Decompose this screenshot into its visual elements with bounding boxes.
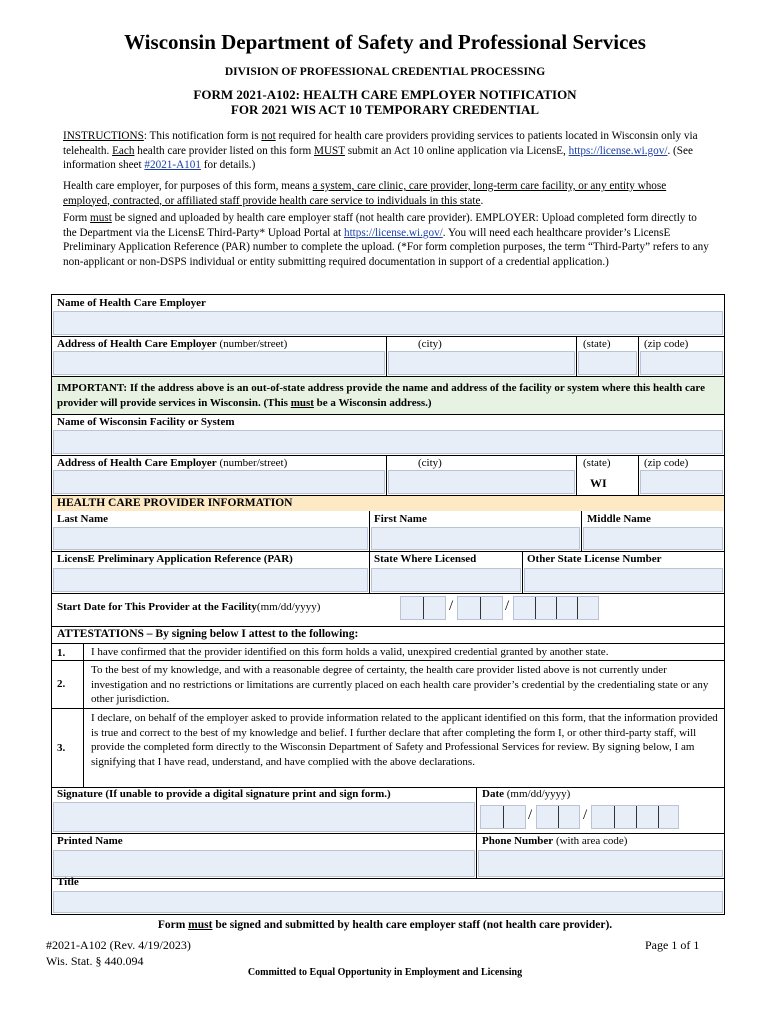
title-label: Title — [57, 876, 79, 888]
facility-city-label: (city) — [418, 457, 442, 469]
employer-zip-label: (zip code) — [644, 338, 689, 350]
facility-name-input[interactable] — [53, 430, 723, 454]
form-title-line2: FOR 2021 WIS ACT 10 TEMPORARY CREDENTIAL — [230, 102, 540, 117]
date-separator: / — [449, 598, 454, 614]
instructions-paragraph: INSTRUCTIONS: This notification form is not required for health care providers providing services to patients located in Wisconsin only via telehealth. Each health care provider listed on this form MUST submit an Act 10 online application via LicensE, https://license.wi.gov/. (See information sheet #2021-A101 for details.) — [63, 130, 698, 171]
middle-name-label: Middle Name — [587, 513, 651, 525]
phone-input[interactable] — [478, 850, 723, 877]
last-name-input[interactable] — [53, 527, 368, 550]
employer-zip-input[interactable] — [640, 351, 723, 375]
other-license-label: Other State License Number — [527, 553, 662, 565]
printed-name-input[interactable] — [53, 850, 475, 877]
first-name-label: First Name — [374, 513, 427, 525]
important-notice: IMPORTANT: If the address above is an out-of-state address provide the name and address of the facility or system where this health care provider will provide services in Wisconsin. (This must be a Wisconsin address.) — [57, 382, 705, 409]
form-title-line1: FORM 2021-A102: HEALTH CARE EMPLOYER NOTIFICATION — [193, 87, 577, 102]
employer-state-input[interactable] — [578, 351, 637, 375]
footer-signing-note: Form must be signed and submitted by health care employer staff (not health care provider). — [157, 919, 613, 931]
signature-input[interactable] — [53, 802, 475, 832]
middle-name-input[interactable] — [583, 527, 723, 550]
division-heading: DIVISION OF PROFESSIONAL CREDENTIAL PROCESSING — [224, 66, 546, 78]
par-label: LicensE Preliminary Application Reference (PAR) — [57, 553, 293, 565]
employer-state-label: (state) — [583, 338, 611, 350]
facility-zip-label: (zip code) — [644, 457, 689, 469]
upload-instructions-paragraph: Form must be signed and uploaded by health care employer staff (not health care provider). EMPLOYER: Upload completed form directly to the Department via the LicensE Third-Party* Upload Portal at https://license.wi.gov/. You will need each healthcare provider’s LicensE Preliminary Application Reference (PAR) number to complete the upload. (*For form completion purposes, the term “Third-Party” refers to any non-applicant or non-DSPS individual or entity submitting required documentation in support of a credential application.) — [63, 212, 709, 268]
attestations-heading: ATTESTATIONS – By signing below I attest to the following: — [57, 628, 359, 640]
first-name-input[interactable] — [371, 527, 580, 550]
start-date-month-input[interactable] — [400, 596, 446, 620]
employer-city-label: (city) — [418, 338, 442, 350]
employer-name-label: Name of Health Care Employer — [57, 297, 206, 309]
printed-name-label: Printed Name — [57, 835, 123, 847]
facility-city-input[interactable] — [388, 470, 575, 494]
title-input[interactable] — [53, 891, 723, 913]
info-sheet-link[interactable]: #2021-A101 — [144, 159, 201, 171]
attestation-number: 1. — [57, 647, 66, 659]
start-date-label: Start Date for This Provider at the Facility(mm/dd/yyyy) — [57, 601, 321, 613]
employer-street-input[interactable] — [53, 351, 385, 375]
employer-name-input[interactable] — [53, 311, 723, 335]
par-input[interactable] — [53, 568, 368, 592]
license-link[interactable]: https://license.wi.gov/ — [568, 144, 668, 157]
date-separator: / — [528, 807, 533, 823]
sign-date-month-input[interactable] — [480, 805, 526, 829]
sign-date-year-input[interactable] — [591, 805, 679, 829]
facility-street-input[interactable] — [53, 470, 385, 494]
state-licensed-input[interactable] — [371, 568, 521, 592]
attestation-text: To the best of my knowledge, and with a reasonable degree of certainty, the health care provider listed above is not currently under investigation and no restrictions or limitations are currently placed on each health care provider’s credential by the credentialing state or any other jurisdiction. — [91, 664, 709, 705]
other-license-input[interactable] — [524, 568, 723, 592]
state-licensed-label: State Where Licensed — [374, 553, 477, 565]
employer-definition-paragraph: Health care employer, for purposes of this form, means a system, care clinic, care provider, long-term care facility, or any entity whose employed, contracted, or affiliated staff provide health care service to individuals in this state. — [63, 180, 667, 207]
start-date-year-input[interactable] — [513, 596, 599, 620]
attestation-text: I declare, on behalf of the employer asked to provide information related to the applicant identified on this form, that the information provided is true and correct to the best of my knowledge and belief. I further declare that after completing the form I, or other third-party staff, will provide the completed form directly to the Wisconsin Department of Safety and Professional Services for review. By signing below, I am signifying that I have read, understand, and have complied with the above declarations. — [91, 712, 718, 768]
date-label: Date (mm/dd/yyyy) — [482, 788, 571, 800]
facility-address-label: Address of Health Care Employer (number/street) — [57, 457, 288, 469]
facility-state-value: WI — [590, 476, 607, 490]
statute-reference: Wis. Stat. § 440.094 — [46, 954, 144, 968]
provider-section-heading: HEALTH CARE PROVIDER INFORMATION — [57, 497, 293, 509]
date-separator: / — [505, 598, 510, 614]
employer-address-label: Address of Health Care Employer (number/street) — [57, 338, 288, 350]
employer-city-input[interactable] — [388, 351, 575, 375]
last-name-label: Last Name — [57, 513, 109, 525]
facility-name-label: Name of Wisconsin Facility or System — [57, 416, 235, 428]
sign-date-day-input[interactable] — [536, 805, 580, 829]
upload-portal-link[interactable]: https://license.wi.gov/ — [343, 226, 443, 239]
equal-opportunity-statement: Committed to Equal Opportunity in Employment and Licensing — [247, 967, 523, 978]
signature-label: Signature (If unable to provide a digital signature print and sign form.) — [57, 788, 391, 800]
attestation-number: 3. — [57, 742, 66, 754]
form-revision: #2021-A102 (Rev. 4/19/2023) — [46, 938, 191, 952]
page-title: Wisconsin Department of Safety and Professional Services — [124, 30, 646, 54]
start-date-day-input[interactable] — [457, 596, 503, 620]
date-separator: / — [583, 807, 588, 823]
attestation-number: 2. — [57, 678, 66, 690]
facility-zip-input[interactable] — [640, 470, 723, 494]
phone-label: Phone Number (with area code) — [482, 835, 628, 847]
attestation-text: I have confirmed that the provider identified on this form holds a valid, unexpired credential granted by another state. — [91, 646, 609, 658]
facility-state-label: (state) — [583, 457, 611, 469]
page-number: Page 1 of 1 — [645, 938, 700, 952]
